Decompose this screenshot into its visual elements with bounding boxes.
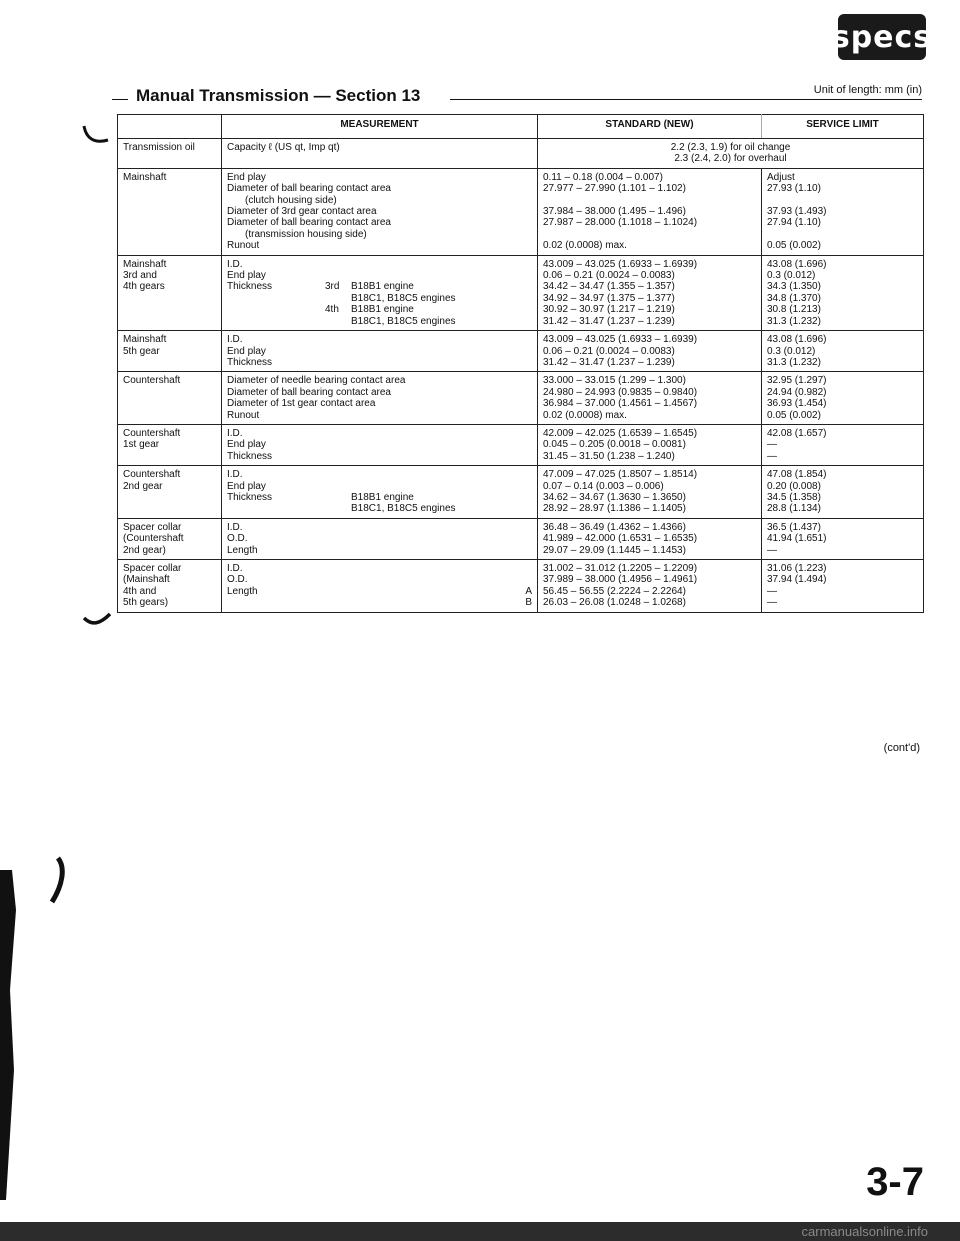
service-limit-value: 34.3 (1.350) — [767, 281, 821, 293]
measurement-cell — [222, 560, 538, 613]
service-limit-cell — [762, 372, 924, 425]
service-limit-value: 37.94 (1.494) — [767, 574, 827, 586]
continued-note: (cont'd) — [883, 742, 920, 754]
service-limit-value: 34.8 (1.370) — [767, 292, 821, 304]
part-name: Countershaft — [123, 469, 181, 481]
part-cell — [118, 466, 222, 519]
standard-cell — [538, 424, 762, 465]
part-cell — [118, 424, 222, 465]
standard-value: 0.02 (0.0008) max. — [543, 409, 627, 421]
standard-value: 0.11 – 0.18 (0.004 – 0.007) — [543, 171, 663, 183]
standard-value: 42.009 – 42.025 (1.6539 – 1.6545) — [543, 427, 698, 439]
measurement-cell — [222, 168, 538, 255]
service-limit-value — [767, 229, 918, 240]
measurement-cell — [222, 518, 538, 559]
part-name: Transmission oil — [123, 142, 195, 153]
service-limit-value: 24.94 (0.982) — [767, 386, 827, 398]
service-limit-cell — [762, 168, 924, 255]
part-cell — [118, 560, 222, 613]
thickness-a — [227, 503, 325, 514]
length-r: B — [525, 597, 532, 609]
part-name: Countershaft — [123, 427, 181, 439]
standard-value: 2.3 (2.4, 2.0) for overhaul — [674, 153, 787, 165]
measurement-item: End play — [227, 270, 266, 282]
part-name: Mainshaft — [123, 334, 167, 346]
service-limit-cell — [762, 331, 924, 372]
standard-value: 31.002 – 31.012 (1.2205 – 1.2209) — [543, 563, 698, 574]
service-limit-value: 43.08 (1.696) — [767, 334, 827, 346]
table-row — [118, 560, 924, 613]
service-limit-value: 27.93 (1.10) — [767, 183, 821, 195]
part-name: (Countershaft — [123, 533, 184, 545]
thickness-a — [227, 293, 325, 304]
length-l: Length — [227, 585, 258, 597]
measurement-item: Diameter of ball bearing contact area — [227, 183, 391, 195]
measurement-item: Diameter of needle bearing contact area — [227, 375, 406, 387]
standard-value: 27.977 – 27.990 (1.101 – 1.102) — [543, 183, 686, 195]
service-limit-value: 41.94 (1.651) — [767, 533, 827, 545]
service-limit-value: 36.93 (1.454) — [767, 398, 827, 410]
thickness-b: 3rd — [325, 281, 340, 293]
standard-cell — [538, 560, 762, 613]
header-service-limit: SERVICE LIMIT — [762, 115, 924, 139]
measurement-cell — [222, 331, 538, 372]
measurement-item: (transmission housing side) — [245, 228, 367, 240]
part-name: 4th gears — [123, 281, 165, 293]
header-measurement: MEASUREMENT — [222, 115, 538, 139]
measurement-item: I.D. — [227, 563, 243, 574]
specs-badge — [831, 14, 933, 60]
part-cell — [118, 168, 222, 255]
service-limit-cell — [762, 424, 924, 465]
service-limit-value: — — [767, 597, 777, 609]
service-limit-value: 32.95 (1.297) — [767, 375, 827, 387]
part-name: Countershaft — [123, 375, 181, 387]
thickness-c: B18C1, B18C5 engines — [351, 315, 456, 327]
measurement-cell — [222, 255, 538, 330]
standard-value: 29.07 – 29.09 (1.1445 – 1.1453) — [543, 544, 686, 556]
thickness-line — [227, 503, 532, 514]
standard-value: 2.2 (2.3, 1.9) for oil change — [670, 142, 791, 153]
measurement-item: I.D. — [227, 427, 243, 439]
table-row — [118, 518, 924, 559]
measurement-item: Diameter of 1st gear contact area — [227, 398, 376, 410]
measurement-item: Diameter of ball bearing contact area — [227, 217, 391, 229]
service-limit-value: 47.08 (1.854) — [767, 469, 827, 481]
service-limit-cell — [762, 518, 924, 559]
left-binding-mark — [48, 856, 68, 906]
service-limit-value: — — [767, 544, 777, 556]
service-limit-value: 27.94 (1.10) — [767, 217, 821, 229]
standard-value: 37.989 – 38.000 (1.4956 – 1.4961) — [543, 574, 698, 586]
standard-value: 41.989 – 42.000 (1.6531 – 1.6535) — [543, 533, 698, 545]
measurement-item: O.D. — [227, 574, 248, 586]
part-cell — [118, 331, 222, 372]
standard-cell — [538, 255, 762, 330]
service-limit-value: — — [767, 585, 777, 597]
thickness-b — [325, 293, 351, 304]
measurement-item: Runout — [227, 240, 260, 252]
thickness-b — [325, 503, 351, 514]
part-name: Spacer collar — [123, 563, 182, 574]
standard-cell — [538, 331, 762, 372]
service-limit-value: Adjust — [767, 171, 795, 183]
standard-value: 34.42 – 34.47 (1.355 – 1.357) — [543, 281, 675, 293]
table-body — [118, 139, 924, 613]
standard-cell — [538, 466, 762, 519]
part-name: Spacer collar — [123, 521, 182, 533]
footer-watermark: carmanualsonline.info — [801, 1224, 928, 1239]
standard-value — [543, 229, 756, 240]
service-limit-value: 28.8 (1.134) — [767, 503, 821, 515]
table-row — [118, 372, 924, 425]
thickness-c: B18B1 engine — [351, 491, 414, 503]
service-limit-value: 0.3 (0.012) — [767, 270, 816, 282]
measurement-item: Length — [227, 544, 258, 556]
thickness-a: Thickness — [227, 281, 273, 293]
footer-watermark-bar — [0, 1222, 960, 1241]
length-line — [227, 597, 532, 608]
measurement-item: I.D. — [227, 258, 243, 270]
length-r: A — [525, 585, 532, 597]
service-limit-value — [767, 195, 918, 206]
service-limit-value: 42.08 (1.657) — [767, 427, 827, 439]
header-standard: STANDARD (NEW) — [538, 115, 762, 139]
measurement-item: Diameter of 3rd gear contact area — [227, 206, 377, 218]
part-name: Mainshaft — [123, 258, 167, 270]
unit-note: Unit of length: mm (in) — [813, 84, 922, 96]
measurement-cell — [222, 372, 538, 425]
measurement-cell — [222, 139, 538, 169]
service-limit-value: 36.5 (1.437) — [767, 521, 821, 533]
thickness-c: B18B1 engine — [351, 281, 414, 293]
standard-value: 26.03 – 26.08 (1.0248 – 1.0268) — [543, 597, 686, 609]
length-line — [227, 586, 532, 597]
part-name: 4th and — [123, 585, 157, 597]
spec-table — [117, 114, 924, 613]
standard-value: 34.92 – 34.97 (1.375 – 1.377) — [543, 292, 675, 304]
part-name: 2nd gear) — [123, 544, 166, 556]
service-limit-value: 43.08 (1.696) — [767, 258, 827, 270]
thickness-a — [227, 304, 325, 315]
table-row — [118, 139, 924, 169]
measurement-cell — [222, 466, 538, 519]
standard-value: 31.42 – 31.47 (1.237 – 1.239) — [543, 315, 675, 327]
measurement-item: I.D. — [227, 469, 243, 481]
measurement-item: End play — [227, 345, 266, 357]
standard-value: 37.984 – 38.000 (1.495 – 1.496) — [543, 206, 686, 218]
service-limit-value: — — [767, 439, 777, 451]
service-limit-cell — [762, 255, 924, 330]
standard-value: 47.009 – 47.025 (1.8507 – 1.8514) — [543, 469, 698, 481]
thickness-line — [227, 293, 532, 304]
thickness-b — [325, 316, 351, 327]
measurement-item: Capacity ℓ (US qt, Imp qt) — [227, 142, 340, 153]
measurement-item: End play — [227, 171, 266, 183]
standard-cell — [538, 518, 762, 559]
standard-value: 0.045 – 0.205 (0.0018 – 0.0081) — [543, 439, 686, 451]
service-limit-cell — [762, 466, 924, 519]
part-name: 2nd gear — [123, 480, 163, 492]
service-limit-value: 31.3 (1.232) — [767, 356, 821, 368]
standard-value: 34.62 – 34.67 (1.3630 – 1.3650) — [543, 491, 686, 503]
standard-value: 36.48 – 36.49 (1.4362 – 1.4366) — [543, 521, 686, 533]
title-lead-rule — [112, 99, 128, 100]
section-title-row — [112, 86, 922, 110]
specs-badge-label: specs — [831, 19, 933, 55]
table-row — [118, 255, 924, 330]
thickness-a — [227, 316, 325, 327]
table-row — [118, 466, 924, 519]
service-limit-value: 31.3 (1.232) — [767, 315, 821, 327]
page-number: 3-7 — [866, 1160, 924, 1204]
standard-value: 31.42 – 31.47 (1.237 – 1.239) — [543, 356, 675, 368]
thickness-line — [227, 492, 532, 503]
measurement-item: End play — [227, 480, 266, 492]
table-header-row — [118, 115, 924, 139]
service-limit-value: 34.5 (1.358) — [767, 491, 821, 503]
measurement-cell — [222, 424, 538, 465]
standard-value: 30.92 – 30.97 (1.217 – 1.219) — [543, 304, 675, 316]
service-limit-value: 0.20 (0.008) — [767, 480, 821, 492]
left-binding-mark — [82, 124, 112, 150]
part-cell — [118, 372, 222, 425]
part-name: Mainshaft — [123, 171, 167, 183]
thickness-line — [227, 304, 532, 315]
thickness-b: 4th — [325, 304, 339, 316]
standard-value: 43.009 – 43.025 (1.6933 – 1.6939) — [543, 334, 698, 346]
measurement-item: (clutch housing side) — [245, 194, 337, 206]
standard-value: 33.000 – 33.015 (1.299 – 1.300) — [543, 375, 686, 387]
title-rule — [450, 99, 922, 100]
part-name: 3rd and — [123, 270, 157, 282]
service-limit-value: 0.05 (0.002) — [767, 240, 821, 252]
standard-value: 43.009 – 43.025 (1.6933 – 1.6939) — [543, 258, 698, 270]
header-blank — [118, 115, 222, 139]
measurement-item: Runout — [227, 409, 260, 421]
thickness-c: B18B1 engine — [351, 304, 414, 316]
measurement-item: I.D. — [227, 521, 243, 533]
service-limit-value: 0.05 (0.002) — [767, 409, 821, 421]
service-limit-value: — — [767, 450, 777, 462]
standard-value: 0.06 – 0.21 (0.0024 – 0.0083) — [543, 270, 675, 282]
part-cell — [118, 518, 222, 559]
page-title: Manual Transmission — Section 13 — [136, 86, 421, 105]
thickness-c: B18C1, B18C5 engines — [351, 503, 456, 515]
service-limit-value: 30.8 (1.213) — [767, 304, 821, 316]
measurement-item: End play — [227, 439, 266, 451]
standard-value — [543, 195, 756, 206]
measurement-item: I.D. — [227, 334, 243, 346]
table-row — [118, 424, 924, 465]
standard-value: 28.92 – 28.97 (1.1386 – 1.1405) — [543, 503, 686, 515]
measurement-item: O.D. — [227, 533, 248, 545]
measurement-item: Thickness — [227, 356, 273, 368]
standard-value: 0.06 – 0.21 (0.0024 – 0.0083) — [543, 345, 675, 357]
thickness-c: B18C1, B18C5 engines — [351, 292, 456, 304]
binding-edge-shadow — [0, 870, 18, 1200]
standard-value: 36.984 – 37.000 (1.4561 – 1.4567) — [543, 398, 698, 410]
part-name: (Mainshaft — [123, 574, 170, 586]
standard-cell — [538, 372, 762, 425]
part-cell — [118, 255, 222, 330]
part-name: 5th gear — [123, 345, 160, 357]
standard-value: 56.45 – 56.55 (2.2224 – 2.2264) — [543, 585, 686, 597]
part-name: 5th gears) — [123, 597, 169, 609]
standard-value: 0.02 (0.0008) max. — [543, 240, 627, 252]
service-limit-cell — [762, 560, 924, 613]
part-name: 1st gear — [123, 439, 160, 451]
part-cell — [118, 139, 222, 169]
thickness-line — [227, 281, 532, 292]
thickness-a: Thickness — [227, 491, 273, 503]
standard-value: 27.987 – 28.000 (1.1018 – 1.1024) — [543, 217, 698, 229]
standard-value: 0.07 – 0.14 (0.003 – 0.006) — [543, 480, 664, 492]
thickness-b — [325, 492, 351, 503]
standard-cell — [538, 139, 924, 169]
standard-cell — [538, 168, 762, 255]
table-row — [118, 331, 924, 372]
thickness-line — [227, 316, 532, 327]
standard-value: 24.980 – 24.993 (0.9835 – 0.9840) — [543, 386, 698, 398]
service-limit-value: 31.06 (1.223) — [767, 563, 827, 574]
service-limit-value: 37.93 (1.493) — [767, 206, 827, 218]
standard-value: 31.45 – 31.50 (1.238 – 1.240) — [543, 450, 675, 462]
measurement-item: Thickness — [227, 450, 273, 462]
service-limit-value: 0.3 (0.012) — [767, 345, 816, 357]
table-row — [118, 168, 924, 255]
left-binding-mark — [82, 612, 112, 632]
measurement-item: Diameter of ball bearing contact area — [227, 386, 391, 398]
